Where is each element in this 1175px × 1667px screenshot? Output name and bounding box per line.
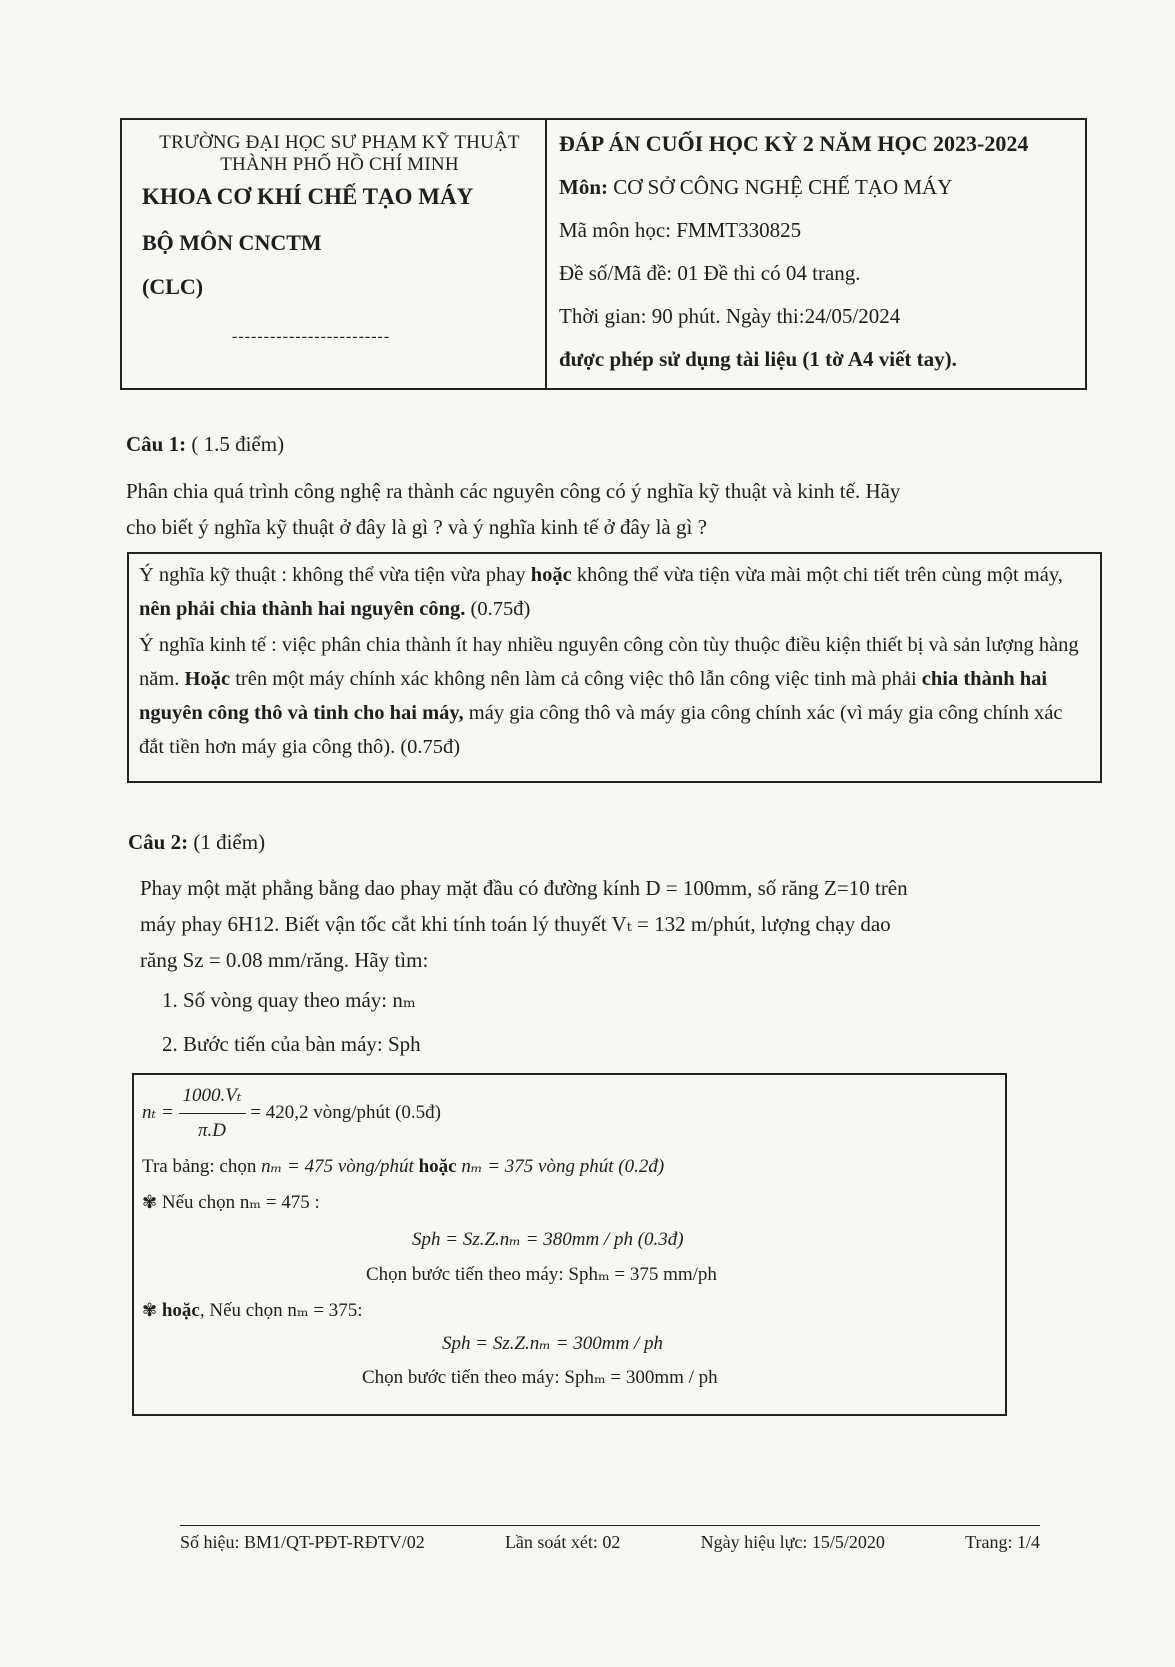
exam-number: Đề số/Mã đề: 01 Đề thi có 04 trang. xyxy=(559,261,861,285)
q1-answer-technical xyxy=(139,558,1090,626)
q2-question-line2: máy phay 6H12. Biết vận tốc cắt khi tính toán lý thuyết Vₜ = 132 m/phút, lượng chạy dao xyxy=(140,912,891,936)
q1-title xyxy=(126,432,284,457)
case1-choose-text: Chọn bước tiến theo máy: Sphₘ = 375 mm/ph xyxy=(366,1264,717,1285)
q2-points: (1 điểm) xyxy=(188,830,266,854)
q2-tasks xyxy=(162,978,421,1066)
lookup-text: Tra bảng: chọn xyxy=(142,1156,262,1177)
faculty-name: KHOA CƠ KHÍ CHẾ TẠO MÁY xyxy=(142,184,474,209)
ans1-text-a: Ý nghĩa kỹ thuật : không thể vừa tiện vừa phay xyxy=(139,564,531,586)
case1-sph xyxy=(412,1223,684,1257)
header-left xyxy=(122,120,547,388)
q1-points: ( 1.5 điểm) xyxy=(186,432,285,456)
q2-label: Câu 2: xyxy=(128,830,189,854)
lookup-option1: nₘ = 475 vòng/phút xyxy=(261,1156,419,1177)
q2-task-2: 2. Bước tiến của bàn máy: Sph xyxy=(162,1032,421,1056)
q1-question-line1: Phân chia quá trình công nghệ ra thành các nguyên công có ý nghĩa kỹ thuật và kinh tế. Hãy xyxy=(126,479,901,503)
program-label: (CLC) xyxy=(142,274,204,299)
subject-value: CƠ SỞ CÔNG NGHỆ CHẾ TẠO MÁY xyxy=(613,175,953,199)
lookup-or: hoặc xyxy=(418,1156,457,1177)
nt-numerator: 1000.Vₜ xyxy=(179,1079,246,1114)
ans1-or: hoặc xyxy=(530,564,572,586)
footer-revision: Lần soát xét: 02 xyxy=(504,1532,621,1552)
nt-fraction xyxy=(179,1079,246,1148)
q2-title xyxy=(128,830,265,855)
case1-text: Nếu chọn nₘ = 475 : xyxy=(161,1192,320,1213)
case1-sph-formula: Sph = Sz.Z.nₘ = 380mm / ph (0.3đ) xyxy=(412,1229,684,1250)
calc-table-lookup xyxy=(142,1150,664,1184)
q1-question xyxy=(126,473,1076,545)
subject-label: Môn: xyxy=(559,175,608,199)
materials-allowed: được phép sử dụng tài liệu (1 tờ A4 viết tay). xyxy=(559,347,957,371)
q2-question-line1: Phay một mặt phẳng bằng dao phay mặt đầu có đường kính D = 100mm, số răng Z=10 trên xyxy=(140,876,908,900)
ans1-text-c: không thể vừa tiện vừa mài một chi tiết trên cùng một máy, xyxy=(571,564,1063,586)
q1-answer-box xyxy=(127,552,1102,783)
case2-sph xyxy=(442,1327,663,1361)
exam-title: ĐÁP ÁN CUỐI HỌC KỲ 2 NĂM HỌC 2023-2024 xyxy=(559,131,1029,156)
q1-question-line2: cho biết ý nghĩa kỹ thuật ở đây là gì ? và ý nghĩa kinh tế ở đây là gì ? xyxy=(126,515,707,539)
header-right xyxy=(547,120,1085,388)
q1-answer-economic xyxy=(139,628,1090,764)
department-name: BỘ MÔN CNCTM xyxy=(142,230,322,255)
ans2-text-c: trên một máy chính xác không nên làm cả công việc thô lẫn công việc tinh mà phải xyxy=(230,668,922,690)
case2-sph-formula: Sph = Sz.Z.nₘ = 300mm / ph xyxy=(442,1333,663,1354)
q2-question-line3: răng Sz = 0.08 mm/răng. Hãy tìm: xyxy=(140,948,429,972)
lookup-option2: nₘ = 375 vòng phút (0.2đ) xyxy=(456,1156,665,1177)
flower-bullet-icon: ✾ xyxy=(142,1192,158,1212)
course-code: Mã môn học: FMMT330825 xyxy=(559,218,802,242)
calc-nt xyxy=(142,1079,441,1148)
q2-answer-box xyxy=(132,1073,1007,1416)
case2-choose-text: Chọn bước tiến theo máy: Sphₘ = 300mm / ph xyxy=(362,1367,718,1388)
school-name-line1: TRƯỜNG ĐẠI HỌC SƯ PHẠM KỸ THUẬT xyxy=(159,132,520,153)
flower-bullet-icon: ✾ xyxy=(142,1300,158,1320)
case1-choose xyxy=(366,1258,717,1292)
footer-doc-number: Số hiệu: BM1/QT-PĐT-RĐTV/02 xyxy=(180,1532,425,1552)
ans2-or: Hoặc xyxy=(184,668,231,690)
ans2-conclusion: chia thành hai nguyên công thô và tinh cho hai máy, xyxy=(139,668,1048,724)
case2-or: hoặc xyxy=(161,1300,200,1321)
q1-label: Câu 1: xyxy=(126,432,187,456)
page-footer xyxy=(180,1525,1040,1553)
nt-lhs: nₜ = xyxy=(142,1101,174,1123)
ans2-text-a: Ý nghĩa kinh tế : việc phân chia thành ít hay nhiều nguyên công còn tùy thuộc điều kiện thiết bị và sản lượng hàng năm. xyxy=(139,634,1079,690)
ans2-text-e: máy gia công thô và máy gia công chính xác (vì máy gia công chính xác đắt tiền hơn máy gia công thô). (0.75đ) xyxy=(139,702,1063,758)
subject-line xyxy=(559,175,1077,199)
ans1-score: (0.75đ) xyxy=(465,598,531,620)
footer-page-number: Trang: 1/4 xyxy=(965,1532,1040,1552)
ans1-conclusion: nên phải chia thành hai nguyên công. xyxy=(139,598,466,620)
q2-question xyxy=(140,870,1090,978)
header-table xyxy=(120,118,1087,390)
case2-text: , Nếu chọn nₘ = 375: xyxy=(199,1300,363,1321)
case2-choose xyxy=(362,1361,718,1395)
case2-heading xyxy=(142,1293,363,1328)
header-divider: ------------------------- xyxy=(232,328,391,345)
exam-time: Thời gian: 90 phút. Ngày thi:24/05/2024 xyxy=(559,304,901,328)
nt-result: = 420,2 vòng/phút (0.5đ) xyxy=(250,1101,441,1123)
footer-effective-date: Ngày hiệu lực: 15/5/2020 xyxy=(700,1532,885,1552)
nt-denominator: π.D xyxy=(198,1120,227,1141)
school-name-line2: THÀNH PHỐ HỒ CHÍ MINH xyxy=(220,154,459,175)
case1-heading xyxy=(142,1185,320,1220)
q2-task-1: 1. Số vòng quay theo máy: nₘ xyxy=(162,988,416,1012)
